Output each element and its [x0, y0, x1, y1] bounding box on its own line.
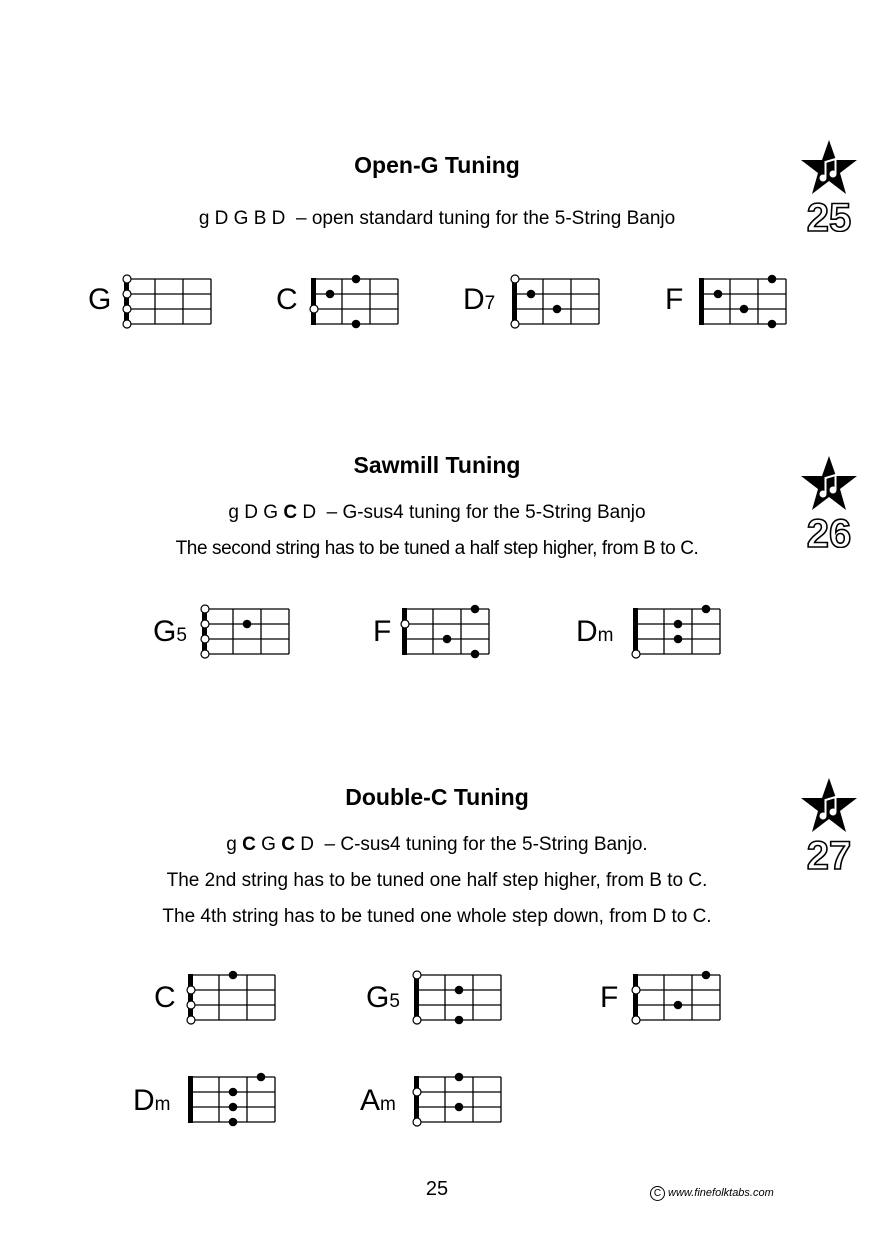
open-string-marker	[201, 650, 209, 658]
star-music-note-icon	[800, 140, 858, 232]
tuning-notes: g D G	[198, 208, 254, 229]
finger-dot	[740, 305, 749, 314]
nut-bar	[699, 278, 704, 325]
tuning-notes-mid: G	[255, 834, 282, 855]
section-title-sawmill: Sawmill Tuning	[353, 452, 521, 478]
chord-label-f: F	[600, 981, 619, 1014]
finger-dot	[674, 1001, 683, 1010]
open-string-marker	[123, 275, 131, 283]
nut-bar	[414, 974, 419, 1021]
badge-number: 27	[806, 834, 852, 870]
nut-bar	[188, 1076, 193, 1123]
finger-dot	[229, 1118, 238, 1127]
chord-label-f: F	[373, 615, 392, 648]
star-music-note-icon	[800, 778, 858, 870]
finger-dot	[326, 290, 335, 299]
tuning-description: – G-sus4 tuning for the 5-String Banjo	[326, 502, 646, 523]
chord-label-c: C	[276, 283, 298, 316]
chord-label-d7: D7	[463, 283, 496, 316]
chord-label-f: F	[665, 283, 684, 316]
open-string-marker	[632, 986, 640, 994]
finger-dot	[352, 320, 361, 329]
chord-label-g5: G5	[153, 615, 187, 648]
finger-dot	[471, 605, 480, 614]
open-string-marker	[413, 971, 421, 979]
open-string-marker	[187, 1016, 195, 1024]
tuning-notes-rest: D	[266, 208, 286, 229]
finger-dot	[455, 1016, 464, 1025]
tuning-note: The 2nd string has to be tuned one half step higher, from B to C.	[166, 870, 708, 891]
finger-dot	[674, 635, 683, 644]
tuning-description: – C-sus4 tuning for the 5-String Banjo.	[324, 834, 648, 855]
track-badge-27	[800, 778, 858, 868]
nut-bar	[414, 1076, 419, 1123]
finger-dot	[768, 275, 777, 284]
open-string-marker	[413, 1118, 421, 1126]
page-number: 25	[425, 1178, 449, 1200]
finger-dot	[768, 320, 777, 329]
tuning-notes-bold: C	[281, 834, 295, 855]
finger-dot	[352, 275, 361, 284]
chord-label-am: Am	[360, 1084, 396, 1117]
open-string-marker	[413, 1016, 421, 1024]
tuning-notes-rest: D	[294, 834, 314, 855]
tuning-description: – open standard tuning for the 5-String Banjo	[295, 208, 676, 229]
open-string-marker	[632, 650, 640, 658]
tuning-notes: g	[226, 834, 243, 855]
nut-bar	[188, 974, 193, 1021]
finger-dot	[455, 1073, 464, 1082]
finger-dot	[229, 971, 238, 980]
nut-bar	[633, 974, 638, 1021]
open-string-marker	[123, 305, 131, 313]
finger-dot	[674, 620, 683, 629]
nut-bar	[402, 608, 407, 655]
badge-number: 26	[806, 512, 852, 548]
finger-dot	[243, 620, 252, 629]
finger-dot	[527, 290, 536, 299]
nut-bar	[633, 608, 638, 655]
finger-dot	[257, 1073, 266, 1082]
finger-dot	[702, 605, 711, 614]
copyright	[650, 1186, 774, 1201]
chord-label-dm: Dm	[133, 1084, 171, 1117]
open-string-marker	[201, 635, 209, 643]
chord-label-dm: Dm	[576, 615, 614, 648]
open-string-marker	[401, 620, 409, 628]
tuning-note: The second string has to be tuned a half step higher, from B to C.	[175, 538, 699, 559]
finger-dot	[443, 635, 452, 644]
open-string-marker	[187, 986, 195, 994]
section-title-open-g: Open-G Tuning	[354, 152, 520, 178]
tuning-notes-mid: B	[253, 208, 267, 229]
nut-bar	[512, 278, 517, 325]
nut-bar	[202, 608, 207, 655]
finger-dot	[455, 986, 464, 995]
star-music-note-icon	[800, 456, 858, 548]
open-string-marker	[187, 1001, 195, 1009]
track-badge-25	[800, 140, 858, 230]
open-string-marker	[511, 275, 519, 283]
nut-bar	[124, 278, 129, 325]
open-string-marker	[413, 1088, 421, 1096]
finger-dot	[714, 290, 723, 299]
copyright-icon: C	[650, 1186, 665, 1201]
finger-dot	[553, 305, 562, 314]
nut-bar	[311, 278, 316, 325]
chord-label-g: G	[88, 283, 112, 316]
tuning-notes-bold: C	[283, 502, 298, 523]
finger-dot	[229, 1103, 238, 1112]
finger-dot	[702, 971, 711, 980]
open-string-marker	[511, 320, 519, 328]
finger-dot	[455, 1103, 464, 1112]
tuning-notes-rest: D	[297, 502, 317, 523]
open-string-marker	[201, 605, 209, 613]
finger-dot	[471, 650, 480, 659]
badge-number: 25	[806, 196, 852, 232]
chord-label-c: C	[154, 981, 176, 1014]
tuning-notes: g D G	[228, 502, 284, 523]
open-string-marker	[123, 320, 131, 328]
copyright-url: www.finefolktabs.com	[668, 1187, 774, 1199]
open-string-marker	[201, 620, 209, 628]
open-string-marker	[632, 1016, 640, 1024]
tuning-note: The 4th string has to be tuned one whole step down, from D to C.	[162, 906, 712, 927]
track-badge-26	[800, 456, 858, 546]
finger-dot	[229, 1088, 238, 1097]
open-string-marker	[123, 290, 131, 298]
section-title-double-c: Double-C Tuning	[345, 784, 529, 810]
chord-label-g5: G5	[366, 981, 400, 1014]
open-string-marker	[310, 305, 318, 313]
tuning-notes-bold: C	[242, 834, 256, 855]
